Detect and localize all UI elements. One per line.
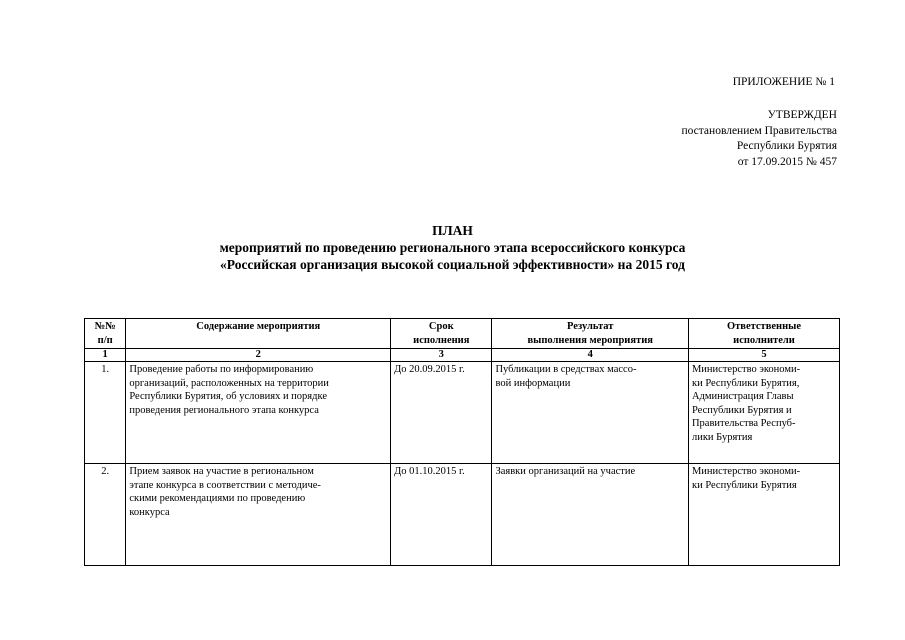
header-term-line1: Срок	[428, 321, 454, 332]
header-content-text: Содержание мероприятия	[196, 321, 321, 332]
header-responsible	[688, 319, 839, 349]
approved-by-line1: постановлением Правительства	[681, 124, 837, 137]
table-row	[85, 464, 840, 566]
header-resp-line2: исполнители	[733, 334, 795, 346]
approved-by-line2: Республики Бурятия	[736, 140, 837, 152]
row-content	[126, 362, 391, 464]
result-line: Публикации в средствах массо-	[495, 364, 637, 375]
column-number: 1	[85, 349, 126, 362]
header-num-line2: п/п	[97, 334, 113, 346]
table-row	[85, 362, 840, 464]
row-responsible	[688, 464, 839, 566]
row-term: До 20.09.2015 г.	[391, 362, 492, 464]
document-title	[0, 222, 905, 273]
row-result	[492, 362, 689, 464]
column-numbers-row	[85, 349, 840, 362]
responsible-line: лики Бурятия	[691, 431, 753, 443]
content-line: проведения регионального этапа конкурса	[129, 404, 319, 416]
column-number: 3	[391, 349, 492, 362]
header-result	[492, 319, 689, 349]
approval-block	[681, 108, 837, 170]
responsible-line: Правительства Респуб-	[691, 418, 796, 429]
row-content	[126, 464, 391, 566]
column-number: 5	[688, 349, 839, 362]
header-num-line1: №№	[94, 321, 116, 332]
title-line3: «Российская организация высокой социальной эффективности» на 2015 год	[220, 257, 685, 272]
responsible-line: Администрация Главы	[691, 391, 794, 402]
approved-date: от 17.09.2015 № 457	[737, 155, 837, 168]
content-line: Республики Бурятия, об условиях и порядке	[129, 391, 327, 402]
responsible-line: Республики Бурятия и	[691, 404, 792, 416]
table-header-row	[85, 319, 840, 349]
appendix-label: ПРИЛОЖЕНИЕ № 1	[732, 76, 835, 88]
column-number: 4	[492, 349, 689, 362]
content-line: организаций, расположенных на территории	[129, 377, 329, 389]
content-line: Прием заявок на участие в региональном	[129, 466, 314, 477]
header-result-line2: выполнения мероприятия	[527, 334, 653, 346]
row-number: 1.	[85, 362, 126, 464]
row-number: 2.	[85, 464, 126, 566]
responsible-line: Министерство экономи-	[691, 466, 801, 477]
row-term: До 01.10.2015 г.	[391, 464, 492, 566]
result-line: Заявки организаций на участие	[495, 466, 636, 477]
content-line: скими рекомендациями по проведению	[129, 493, 306, 504]
approved-label: УТВЕРЖДЕН	[767, 109, 837, 121]
responsible-line: Министерство экономи-	[691, 364, 801, 375]
row-responsible	[688, 362, 839, 464]
header-num	[85, 319, 126, 349]
plan-table	[84, 318, 840, 566]
column-number: 2	[126, 349, 391, 362]
header-resp-line1: Ответственные	[726, 321, 802, 332]
header-content	[126, 319, 391, 349]
row-result	[492, 464, 689, 566]
content-line: этапе конкурса в соответствии с методиче-	[129, 479, 321, 491]
content-line: Проведение работы по информированию	[129, 364, 314, 375]
header-term	[391, 319, 492, 349]
header-term-line2: исполнения	[413, 334, 470, 346]
title-line1: ПЛАН	[432, 223, 473, 238]
title-line2: мероприятий по проведению регионального этапа всероссийского конкурса	[219, 240, 686, 255]
content-line: конкурса	[129, 506, 170, 518]
responsible-line: ки Республики Бурятия,	[691, 377, 800, 389]
responsible-line: ки Республики Бурятия	[691, 479, 797, 491]
result-line: вой информации	[495, 377, 571, 389]
header-result-line1: Результат	[567, 321, 614, 332]
